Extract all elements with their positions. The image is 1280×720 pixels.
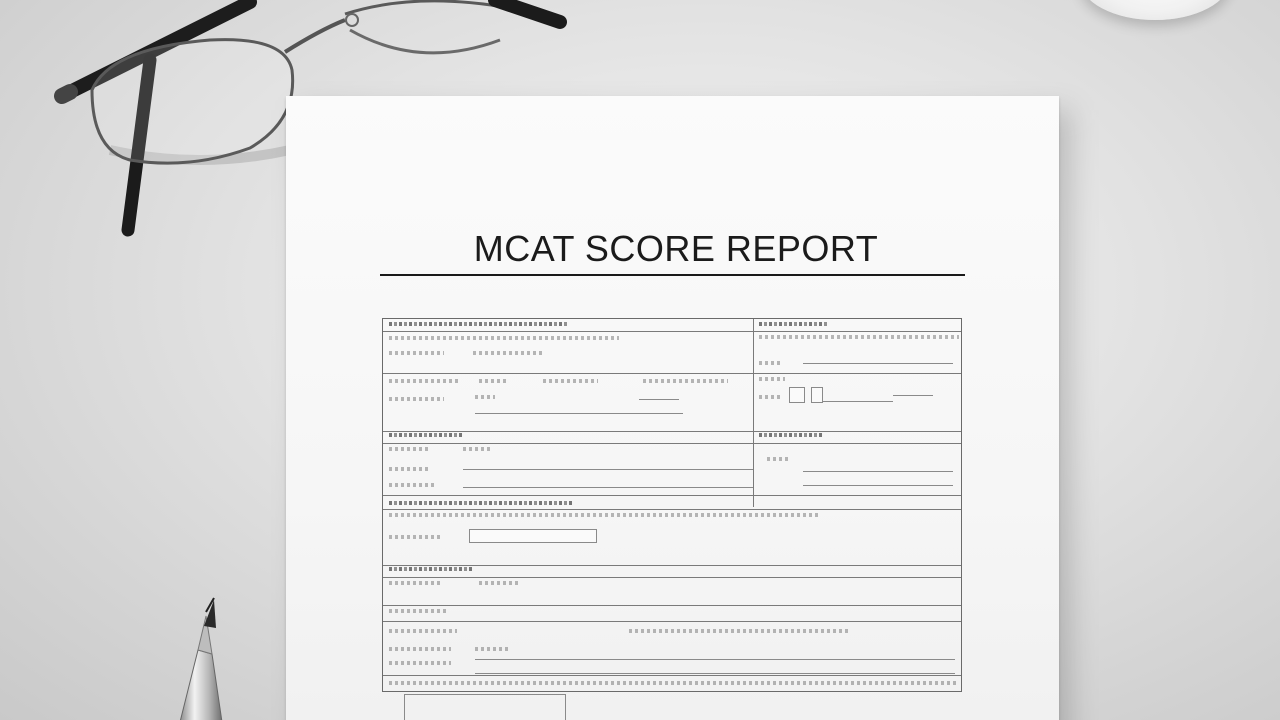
page-title: MCAT SCORE REPORT [473,228,879,269]
